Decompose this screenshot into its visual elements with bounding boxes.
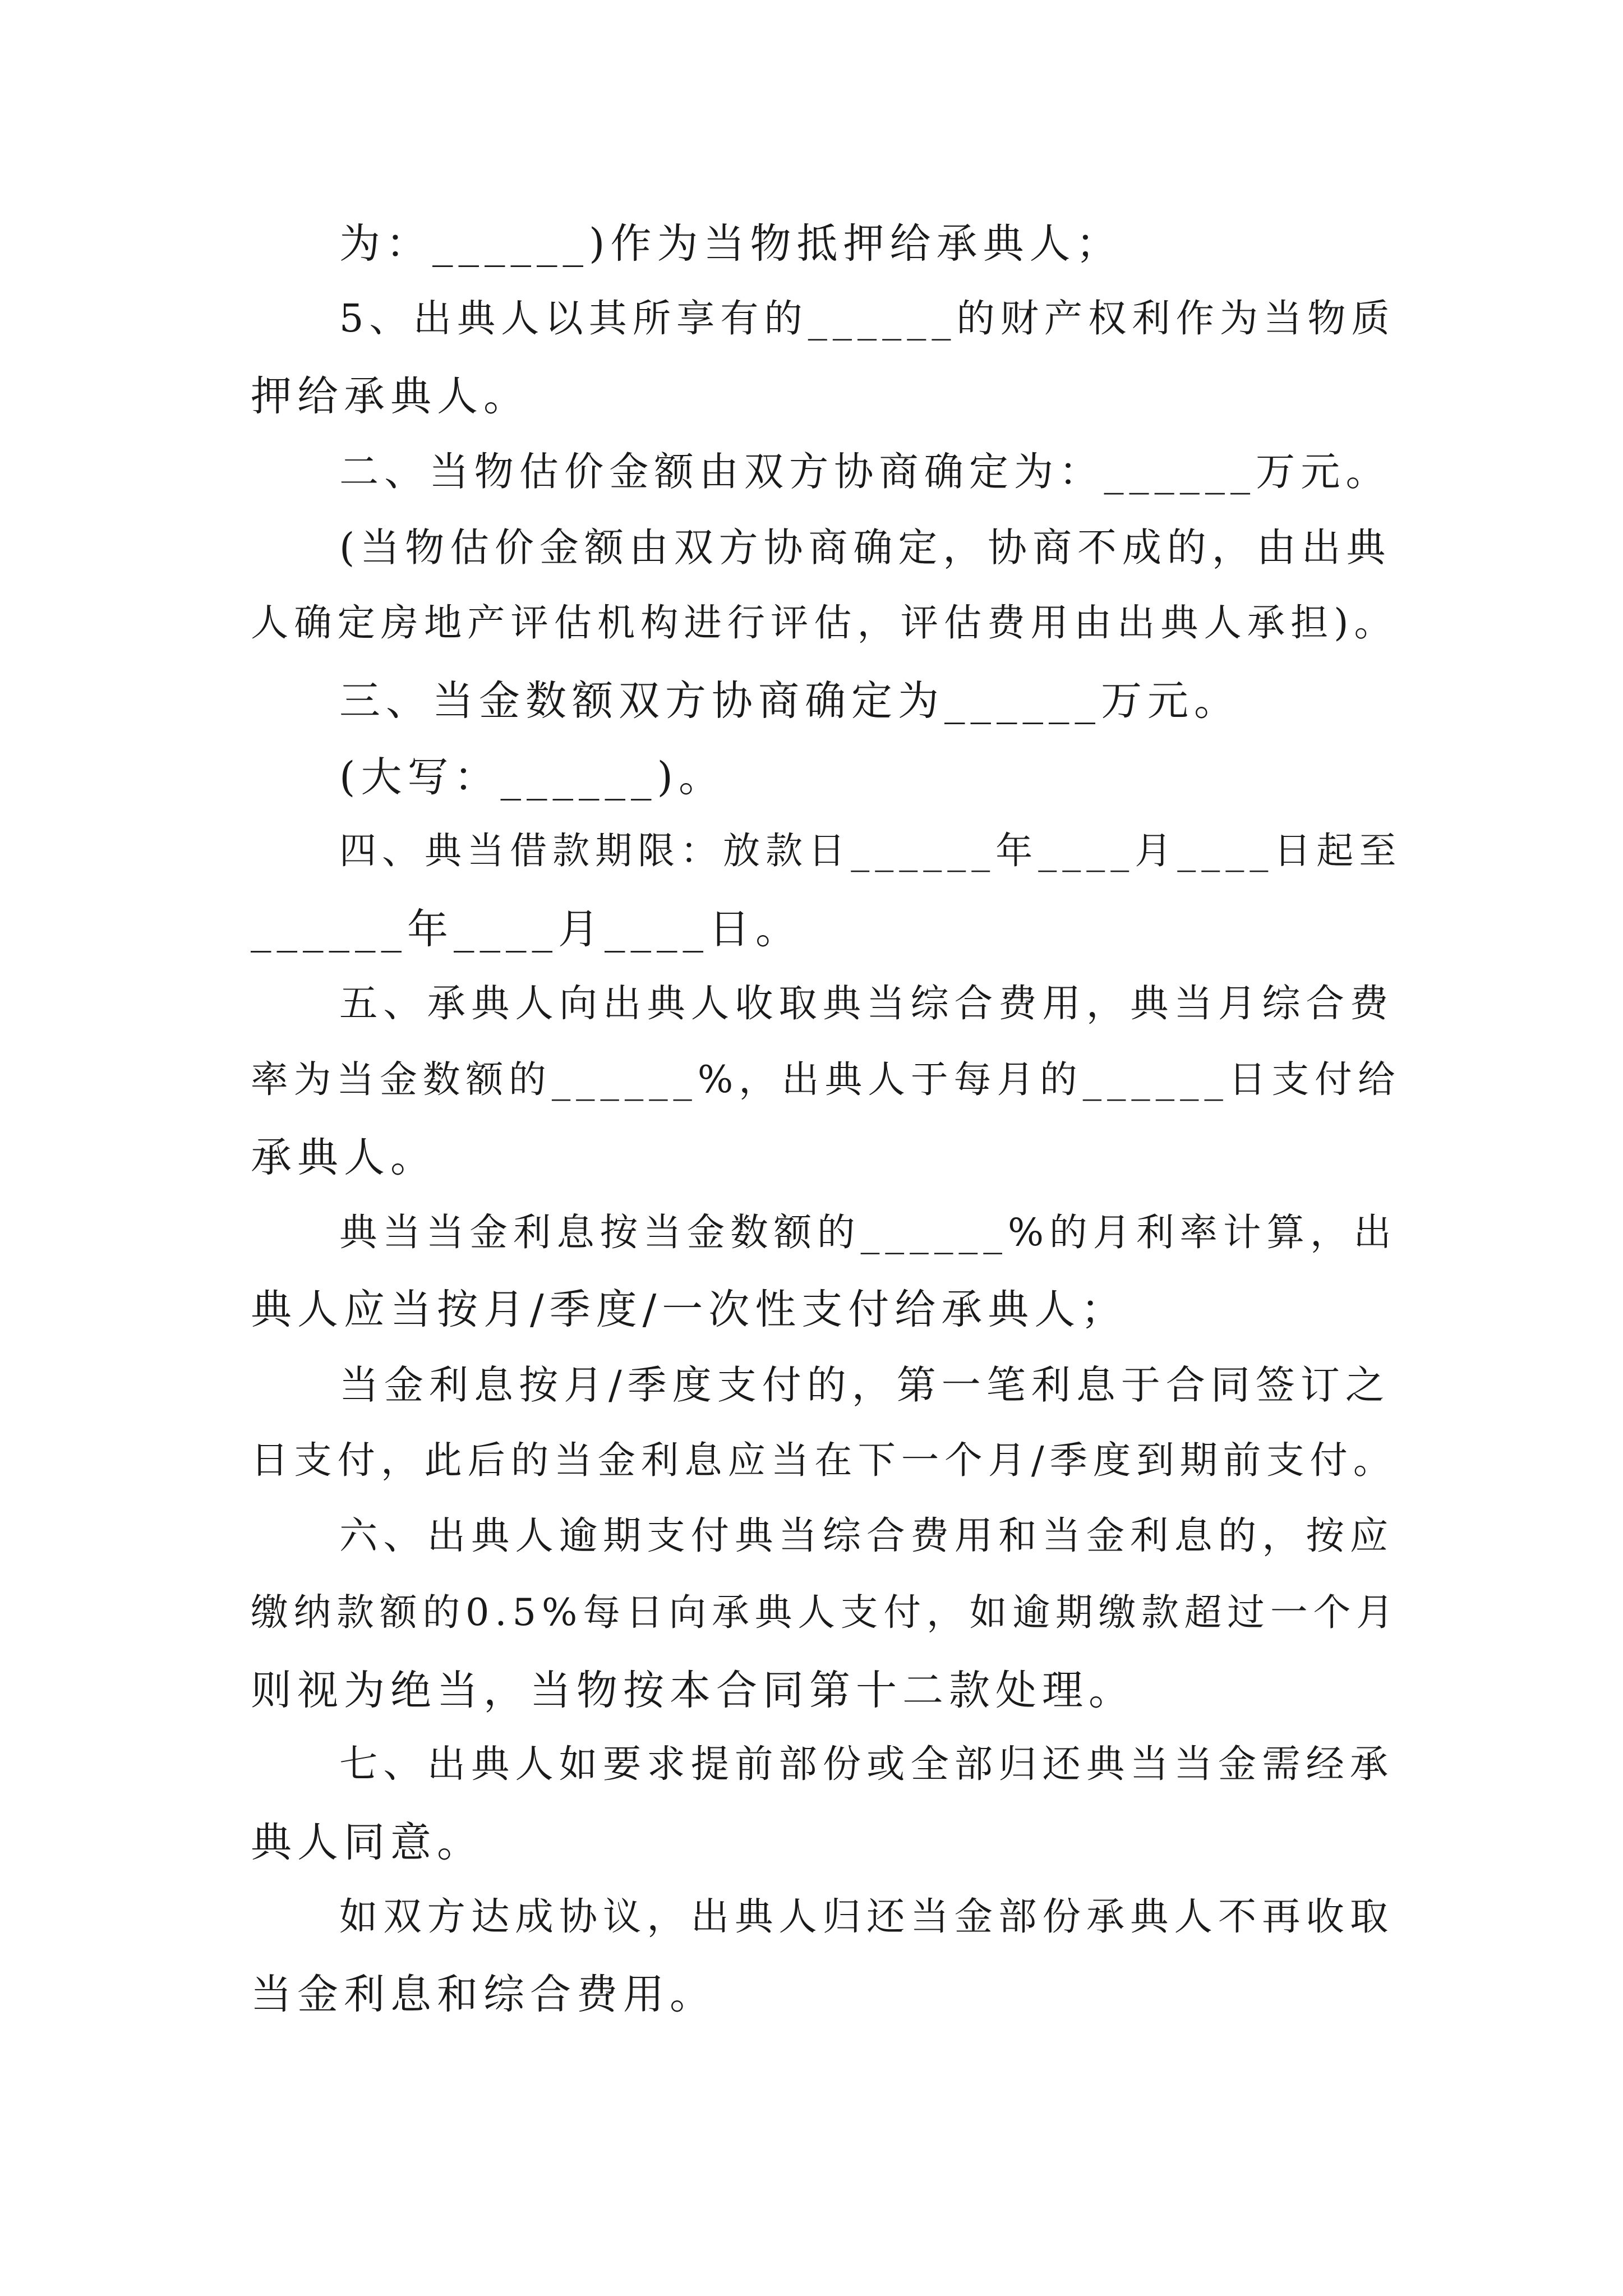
- text-line: 当金利息按月/季度支付的，第一笔利息于合同签订之: [339, 1362, 1390, 1408]
- text-line: 日支付，此后的当金利息应当在下一个月/季度到期前支付。: [251, 1438, 1397, 1482]
- text-line: 当金利息和综合费用。: [251, 1971, 716, 2018]
- text-line: 五、承典人向出典人收取典当综合费用，典当月综合费: [339, 982, 1394, 1026]
- text-line: 5、出典人以其所享有的______的财产权利作为当物质: [339, 297, 1395, 341]
- text-line: ______年____月____日。: [251, 905, 802, 953]
- text-line: 率为当金数额的______%，出典人于每月的______日支付给: [251, 1057, 1401, 1101]
- text-line: 七、出典人如要求提前部份或全部归还典当当金需经承: [339, 1742, 1394, 1787]
- text-line: 典人同意。: [251, 1819, 483, 1866]
- text-line: 四、典当借款期限：放款日______年____月____日起至: [339, 829, 1402, 872]
- text-line: 二、当物估价金额由双方协商确定为：______万元。: [339, 449, 1391, 495]
- text-line: 缴纳款额的0.5%每日向承典人支付，如逾期缴款超过一个月: [251, 1590, 1399, 1634]
- text-line: 则视为绝当，当物按本合同第十二款处理。: [251, 1667, 1135, 1714]
- text-line: (大写：______)。: [339, 753, 725, 801]
- text-line: (当物估价金额由双方协商确定，协商不成的，由出典: [339, 525, 1391, 570]
- text-line: 典人应当按月/季度/一次性支付给承典人；: [251, 1286, 1128, 1333]
- text-line: 六、出典人逾期支付典当综合费用和当金利息的，按应: [339, 1514, 1394, 1558]
- text-line: 承典人。: [251, 1134, 437, 1181]
- text-line: 押给承典人。: [251, 372, 530, 420]
- text-line: 如双方达成协议，出典人归还当金部份承典人不再收取: [339, 1895, 1394, 1939]
- text-line: 典当当金利息按当金数额的______%的月利率计算，出: [339, 1210, 1397, 1254]
- text-line: 人确定房地产评估机构进行评估，评估费用由出典人承担)。: [251, 601, 1398, 645]
- text-line: 三、当金数额双方协商确定为______万元。: [339, 677, 1241, 725]
- text-line: 为：______)作为当物抵押给承典人；: [339, 220, 1123, 268]
